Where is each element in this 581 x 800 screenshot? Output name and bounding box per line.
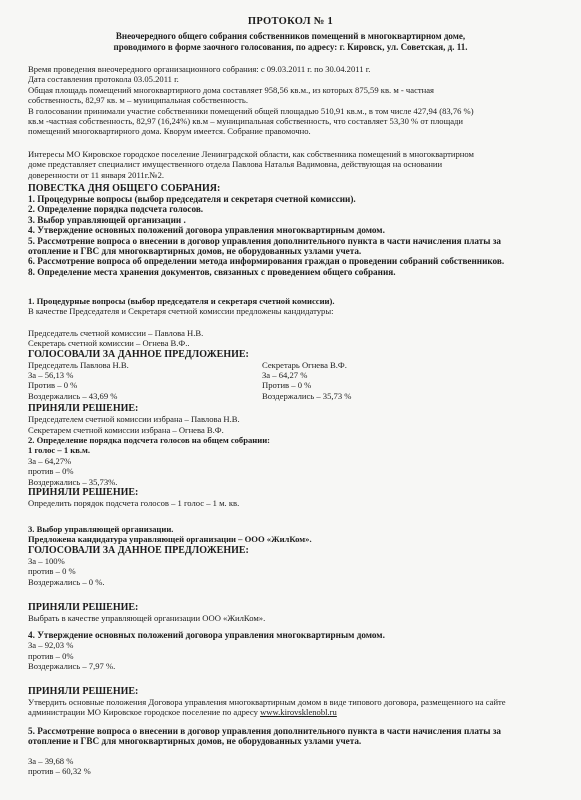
meeting-period: Время проведения внеочередного организационного собрания: с 09.03.2011 г. по 30.04.2011 г. — [28, 64, 371, 74]
vote-line: против – 0 % — [28, 566, 76, 577]
vote-line: За – 64,27% — [28, 455, 72, 466]
q1-vote-columns — [28, 360, 552, 402]
vote-line: Воздержались – 0 %. — [28, 576, 105, 587]
vote-line: против – 0% — [28, 650, 74, 661]
q2-rule: 1 голос – 1 кв.м. — [28, 445, 91, 456]
agenda-item: 5. Рассмотрение вопроса о внесении в договор управления дополнительного пункта в части начисления платы за — [28, 235, 502, 246]
vote-line: Против – 0 % — [28, 380, 78, 391]
question-2-section — [28, 435, 552, 508]
participation-line: В голосовании принимали участие собственники помещений общей площадью 510,91 кв.м., в том числе 427,94 (83,76 %) — [28, 105, 474, 116]
protocol-subtitle — [0, 31, 581, 53]
area-line: Общая площадь помещений многоквартирного дома составляет 958,56 кв.м., из которых 875,59 кв. м - частная — [28, 84, 435, 95]
agenda-item: 1. Процедурные вопросы (выбор председателя и секретаря счетной комиссии). — [28, 194, 356, 204]
q4-decision-heading: ПРИНЯЛИ РЕШЕНИЕ: — [28, 685, 139, 697]
q2-heading: 2. Определение порядка подсчета голосов на общем собрании: — [28, 435, 271, 445]
q3-result: Выбрать в качестве управляющей организации ООО «ЖилКом». — [28, 613, 266, 624]
vote-line: Председатель Павлова Н.В. — [28, 359, 129, 370]
intro-section — [28, 64, 552, 137]
q1-secretary-votes — [262, 360, 522, 402]
vote-line: За – 100% — [28, 555, 65, 566]
vote-line: Против – 0 % — [262, 380, 312, 391]
q4-heading: 4. Утверждение основных положений договора управления многоквартирным домом. — [28, 630, 385, 640]
vote-line: Воздержались – 35,73%. — [28, 476, 118, 487]
representative-line: Интересы МО Кировское городское поселение Ленинградской области, как собственника помещений в многоквартирном — [28, 149, 474, 159]
question-4-section — [28, 630, 552, 717]
q5-heading: 5. Рассмотрение вопроса о внесении в договор управления дополнительного пункта в части начисления платы за — [28, 726, 502, 736]
q3-voted-heading: ГОЛОСОВАЛИ ЗА ДАННОЕ ПРЕДЛОЖЕНИЕ: — [28, 544, 249, 556]
q1-heading: 1. Процедурные вопросы (выбор председателя и секретаря счетной комиссии). — [28, 296, 335, 306]
vote-line: За – 92,03 % — [28, 640, 74, 651]
q1-note: В качестве Председателя и Секретаря счетной комиссии предложены кандидатуры: — [28, 306, 334, 317]
q1-result: Председателем счетной комиссии избрана – Павлова Н.В. — [28, 414, 240, 425]
q1-result: Секретарем счетной комиссии избрана – Огнева В.Ф. — [28, 424, 224, 435]
subtitle-line: проводимого в форме заочного голосования, по адресу: г. Кировск, ул. Советская, д. 11. — [113, 42, 468, 52]
area-line: собственность, 82,97 кв. м – муниципальная собственность. — [28, 95, 248, 106]
protocol-title: ПРОТОКОЛ № 1 — [247, 16, 334, 27]
q1-candidate: Секретарь счетной комиссии – Огнева В.Ф.. — [28, 338, 190, 349]
vote-line: Воздержались – 35,73 % — [262, 390, 352, 401]
q1-chairman-votes — [28, 360, 262, 402]
q1-candidate: Председатель счетной комиссии – Павлова Н.В. — [28, 327, 204, 338]
representative-section — [28, 149, 552, 180]
vote-line: За – 56,13 % — [28, 370, 74, 381]
q1-decision-heading: ПРИНЯЛИ РЕШЕНИЕ: — [28, 403, 139, 415]
q2-decision-heading: ПРИНЯЛИ РЕШЕНИЕ: — [28, 487, 139, 499]
q5-heading: отопление и ГВС для многоквартирных домов, не оборудованных узлами учета. — [28, 736, 362, 747]
agenda-item: 3. Выбор управляющей организации . — [28, 214, 186, 225]
agenda-item: отопление и ГВС для многоквартирных домов, не оборудованных узлами учета. — [28, 246, 362, 257]
participation-line: кв.м -частная собственность, 82,97 (16,24%) кв.м – муниципальная собственность, что составляет 53,30 % от площади — [28, 116, 463, 127]
q4-result-text: администрации МО Кировское городское поселение по адресу — [28, 707, 261, 718]
representative-line: доверенности от 11 января 2011г.№2. — [28, 169, 165, 180]
vote-line: За – 64,27 % — [262, 370, 308, 381]
agenda-item: 8. Определение места хранения документов, связанных с проведением общего собрания. — [28, 266, 396, 277]
question-5-section — [28, 726, 552, 777]
vote-line: против – 0% — [28, 466, 74, 477]
agenda-heading: ПОВЕСТКА ДНЯ ОБЩЕГО СОБРАНИЯ: — [28, 183, 221, 194]
quorum-line: помещений многоквартирного дома. Кворум имеется. Собрание правомочно. — [28, 126, 311, 137]
subtitle-line: Внеочередного общего собрания собственников помещений в многоквартирном доме, — [115, 31, 466, 41]
q2-result: Определить порядок подсчета голосов – 1 голос – 1 м. кв. — [28, 498, 240, 509]
protocol-date: Дата составления протокола 03.05.2011 г. — [28, 74, 179, 85]
q4-result — [28, 707, 552, 717]
representative-line: доме представляет специалист имущественного отдела Павлова Наталья Вадимовна, действующая на основании — [28, 159, 443, 170]
agenda-item: 6. Рассмотрение вопроса об определении метода информирования граждан о проведении собраний собственников. — [28, 256, 505, 267]
website-link[interactable]: www.kirovsklenobl.ru — [260, 707, 337, 718]
q3-decision-heading: ПРИНЯЛИ РЕШЕНИЕ: — [28, 602, 139, 614]
agenda-section — [28, 183, 552, 277]
agenda-item: 4. Утверждение основных положений договора управления многоквартирным домом. — [28, 225, 385, 236]
q3-heading: 3. Выбор управляющей организации. — [28, 524, 174, 534]
vote-line: против – 60,32 % — [28, 766, 91, 777]
question-3-section — [28, 524, 552, 623]
vote-line: Секретарь Огнева В.Ф. — [262, 359, 347, 370]
question-1-section — [28, 296, 552, 435]
agenda-item: 2. Определение порядка подсчета голосов. — [28, 204, 204, 215]
q4-result: Утвердить основные положения Договора управления многоквартирным домом в виде типового договора, размещенного на сайте — [28, 696, 506, 707]
vote-line: Воздержались – 7,97 %. — [28, 661, 116, 672]
vote-line: Воздержались – 43,69 % — [28, 390, 118, 401]
vote-line: За – 39,68 % — [28, 755, 74, 766]
q1-voted-heading: ГОЛОСОВАЛИ ЗА ДАННОЕ ПРЕДЛОЖЕНИЕ: — [28, 348, 249, 360]
q3-proposal: Предложена кандидатура управляющей организации – ООО «ЖилКом». — [28, 534, 312, 545]
